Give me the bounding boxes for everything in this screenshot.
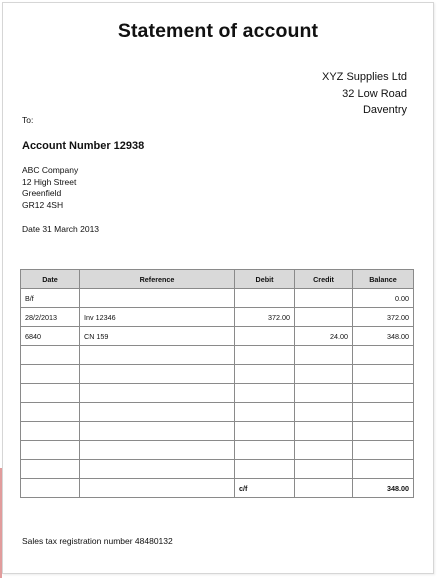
cell-reference	[80, 441, 235, 460]
column-header-reference: Reference	[80, 270, 235, 289]
customer-town: Greenfield	[22, 188, 62, 199]
cell-debit: 372.00	[235, 308, 295, 327]
cell-balance	[353, 365, 414, 384]
supplier-street: 32 Low Road	[342, 87, 407, 100]
cell-balance: 348.00	[353, 327, 414, 346]
page-title: Statement of account	[117, 20, 319, 42]
cell-credit	[295, 403, 353, 422]
to-label: To:	[22, 115, 34, 125]
customer-name: ABC Company	[22, 165, 79, 175]
table-row	[21, 365, 414, 384]
cell-date	[21, 460, 80, 479]
cell-reference	[80, 403, 235, 422]
cell-credit	[295, 346, 353, 365]
table-row	[21, 460, 414, 479]
cell-credit	[295, 384, 353, 403]
cell-balance	[353, 460, 414, 479]
cell-debit	[235, 327, 295, 346]
table-row	[21, 308, 414, 327]
cell-date	[21, 384, 80, 403]
cell-debit	[235, 422, 295, 441]
customer-street: 12 High Street	[22, 176, 77, 187]
cell-credit	[295, 441, 353, 460]
supplier-name: XYZ Supplies Ltd	[322, 71, 407, 83]
cell-reference	[80, 365, 235, 384]
cell-debit	[235, 365, 295, 384]
cell-reference	[80, 460, 235, 479]
column-header-debit: Debit	[235, 270, 295, 289]
cell-date	[21, 479, 80, 498]
cell-credit: 24.00	[295, 327, 353, 346]
account-number: Account Number 12938	[22, 140, 145, 152]
cell-balance: 372.00	[353, 308, 414, 327]
supplier-town: Daventry	[362, 104, 407, 116]
cell-debit	[235, 346, 295, 365]
cell-date	[21, 422, 80, 441]
cell-balance	[353, 403, 414, 422]
table-row	[21, 289, 414, 308]
cell-date	[21, 346, 80, 365]
cell-reference	[80, 479, 235, 498]
column-header-balance: Balance	[353, 270, 414, 289]
cell-credit	[295, 422, 353, 441]
cell-date: B/f	[21, 289, 80, 308]
cell-reference: CN 159	[80, 327, 235, 346]
cell-credit	[295, 308, 353, 327]
cell-balance	[353, 422, 414, 441]
statement-table	[20, 269, 414, 498]
cell-debit	[235, 441, 295, 460]
cell-reference	[80, 422, 235, 441]
cell-reference	[80, 289, 235, 308]
cell-balance	[353, 346, 414, 365]
cell-balance	[353, 441, 414, 460]
column-header-credit: Credit	[295, 270, 353, 289]
cell-debit	[235, 384, 295, 403]
column-header-date: Date	[21, 270, 80, 289]
cell-credit	[295, 365, 353, 384]
cell-debit	[235, 403, 295, 422]
table-row	[21, 441, 414, 460]
statement-page	[2, 2, 434, 574]
cell-debit	[235, 289, 295, 308]
table-header-row	[21, 270, 414, 289]
cell-reference	[80, 346, 235, 365]
cell-credit	[295, 289, 353, 308]
cell-debit: c/f	[235, 479, 295, 498]
statement-date: Date 31 March 2013	[22, 224, 100, 234]
table-row	[21, 422, 414, 441]
customer-address	[22, 165, 78, 212]
customer-postcode: GR12 4SH	[22, 200, 64, 211]
table-row	[21, 327, 414, 346]
cell-debit	[235, 460, 295, 479]
cell-date	[21, 403, 80, 422]
cell-date: 6840	[21, 327, 80, 346]
cell-balance: 348.00	[353, 479, 414, 498]
table-row	[21, 346, 414, 365]
cell-date	[21, 365, 80, 384]
table-row	[21, 479, 414, 498]
cell-credit	[295, 460, 353, 479]
table-row	[21, 403, 414, 422]
cell-balance: 0.00	[353, 289, 414, 308]
supplier-address	[322, 69, 407, 119]
tax-registration: Sales tax registration number 48480132	[22, 536, 173, 546]
cell-balance	[353, 384, 414, 403]
cell-date: 28/2/2013	[21, 308, 80, 327]
cell-reference: Inv 12346	[80, 308, 235, 327]
page-edge-mark	[0, 468, 2, 578]
cell-date	[21, 441, 80, 460]
cell-credit	[295, 479, 353, 498]
cell-reference	[80, 384, 235, 403]
table-row	[21, 384, 414, 403]
